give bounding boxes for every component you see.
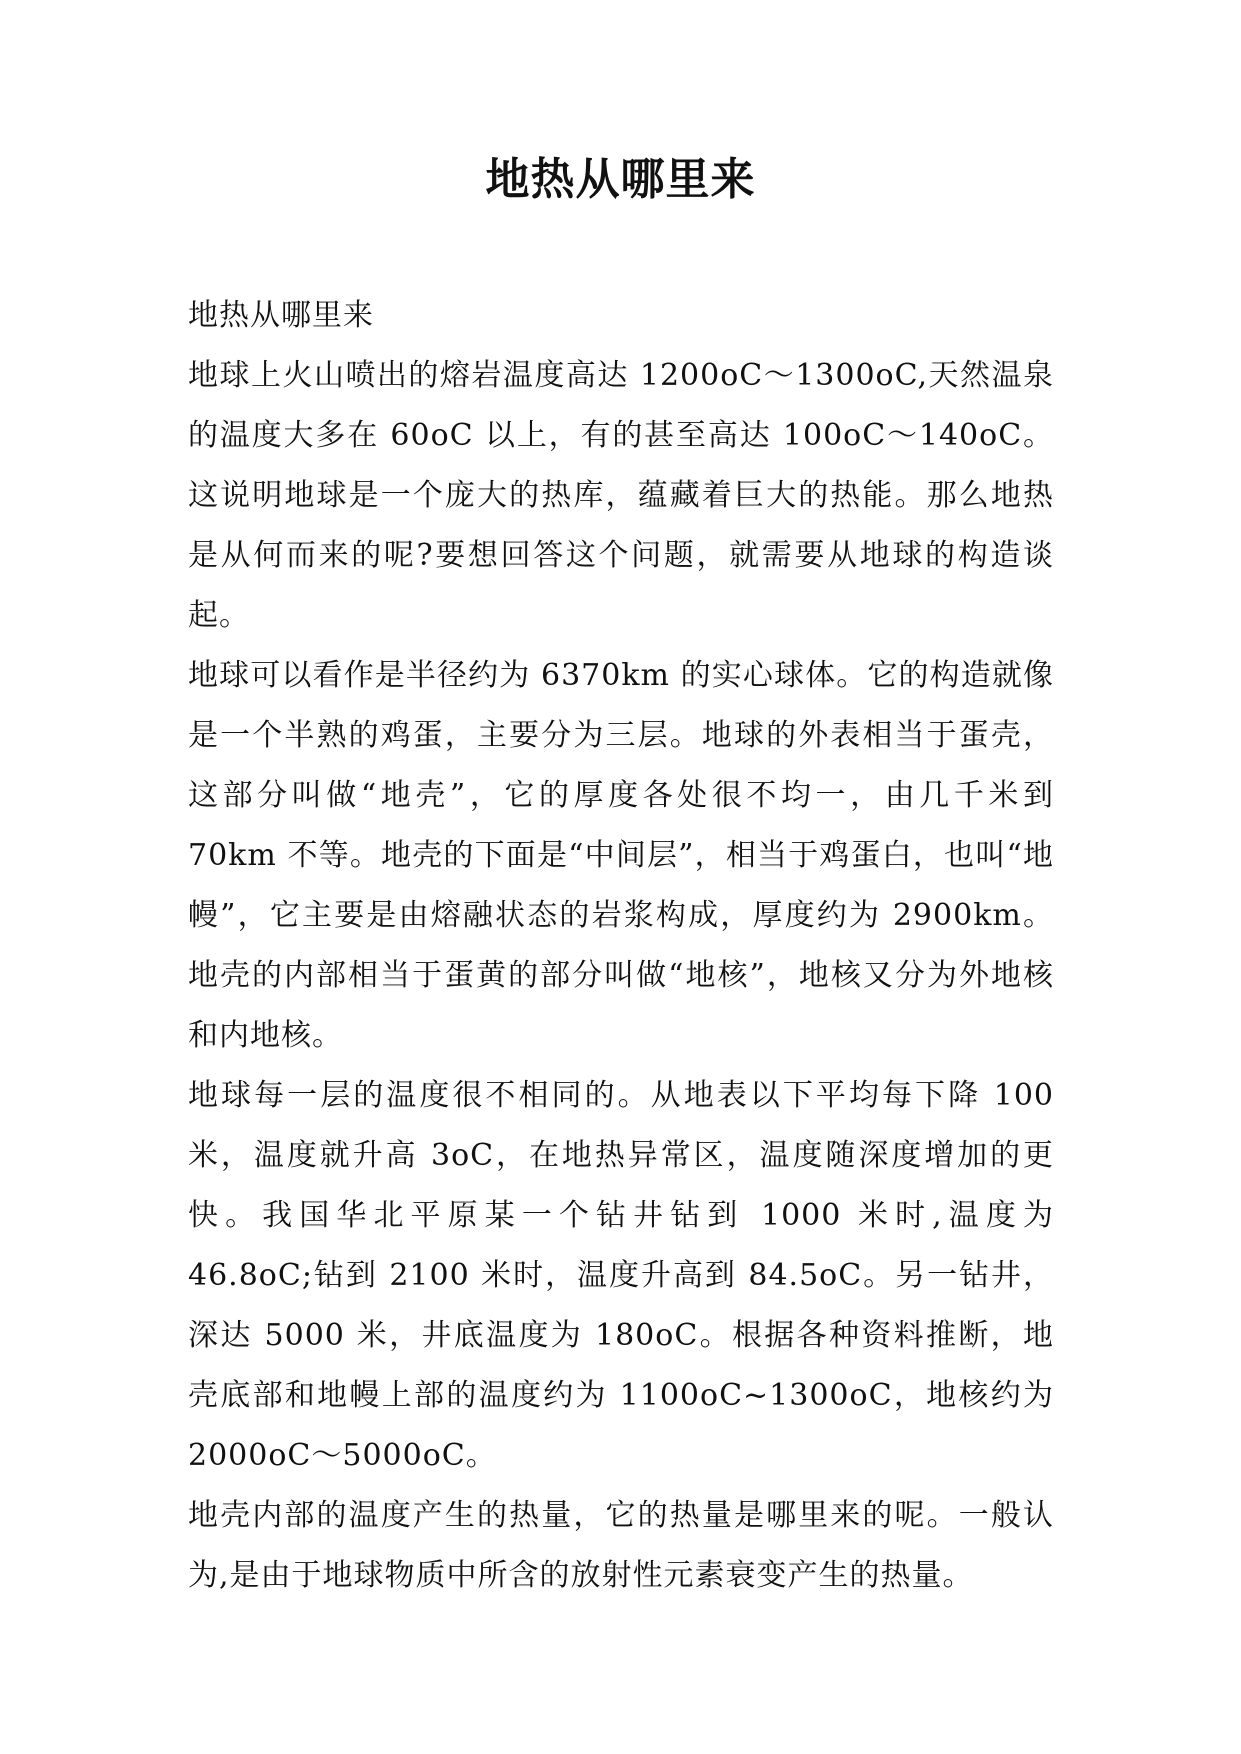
document-title: 地热从哪里来 <box>485 154 756 205</box>
paragraph-structure: 地球可以看作是半径约为 6370km 的实心球体。它的构造就像是一个半熟的鸡蛋，主要分为三层。地球的外表相当于蛋壳，这部分叫做“地壳”，它的厚度各处很不均一，由几千米到 70km 不等。地壳的下面是“中间层”，相当于鸡蛋白，也叫“地幔”，它主要是由熔融状态的岩浆构成，厚度约为 2900km。地壳的内部相当于蛋黄的部分叫做“地核”，地核又分为外地核和内地核。 <box>188 658 1054 1053</box>
document-body <box>188 286 1054 1606</box>
paragraph-intro: 地球上火山喷出的熔岩温度高达 1200oC～1300oC,天然温泉的温度大多在 60oC 以上，有的甚至高达 100oC～140oC。这说明地球是一个庞大的热库，蕴藏着巨大的热能。那么地热是从何而来的呢?要想回答这个问题，就需要从地球的构造谈起。 <box>188 358 1054 633</box>
paragraph-source: 地壳内部的温度产生的热量，它的热量是哪里来的呢。一般认为,是由于地球物质中所含的放射性元素衰变产生的热量。 <box>188 1498 1054 1593</box>
paragraph-temperature: 地球每一层的温度很不相同的。从地表以下平均每下降 100 米，温度就升高 3oC，在地热异常区，温度随深度增加的更快。我国华北平原某一个钻井钻到 1000 米时,温度为 46.8oC;钻到 2100 米时，温度升高到 84.5oC。另一钻井，深达 5000 米，井底温度为 180oC。根据各种资料推断，地壳底部和地幔上部的温度约为 1100oC~1300oC，地核约为 2000oC～5000oC。 <box>188 1078 1054 1473</box>
paragraph-subtitle: 地热从哪里来 <box>188 298 374 333</box>
